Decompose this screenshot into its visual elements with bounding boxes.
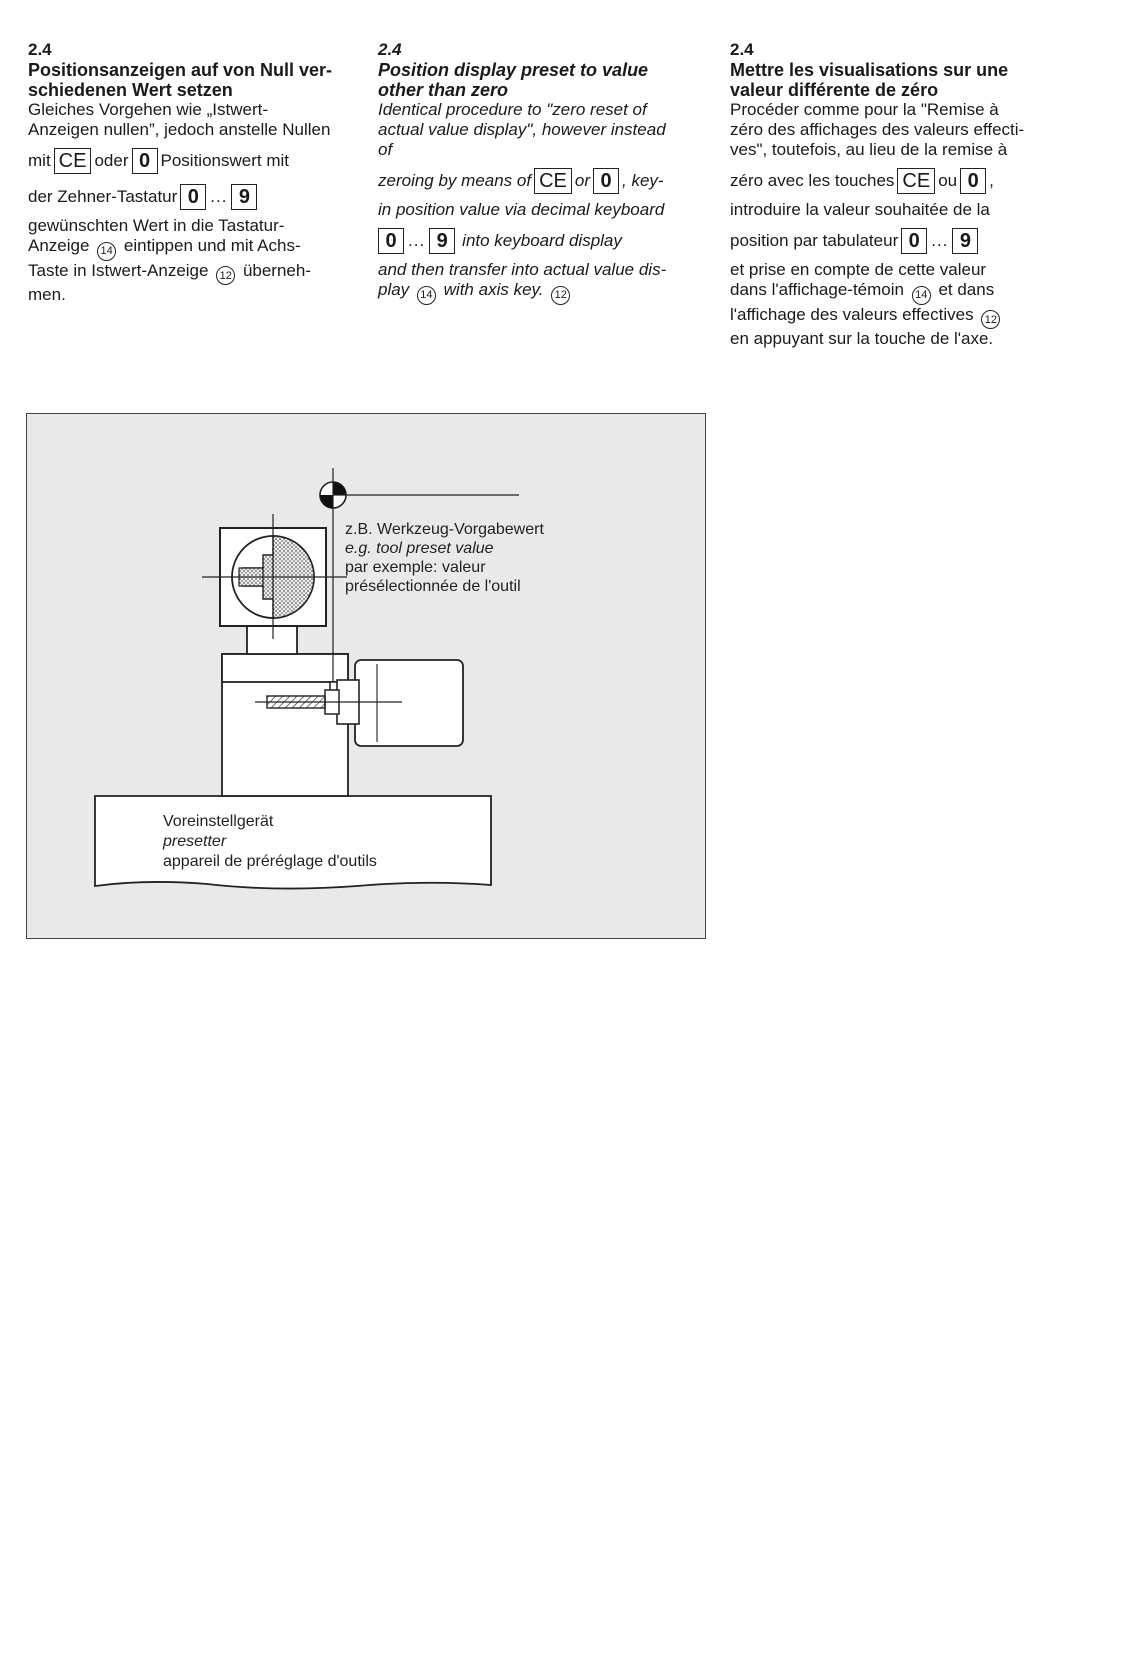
presetter-base <box>95 796 491 889</box>
nine-key: 9 <box>952 228 978 254</box>
section-title-line-2: valeur différente de zéro <box>730 80 939 100</box>
body-line: en appuyant sur la touche de l'axe. <box>730 329 994 348</box>
body-line: ves", toutefois, au lieu de la remise à <box>730 140 1008 159</box>
body-text: der Zehner-Tastatur <box>28 187 178 206</box>
nine-key: 9 <box>231 184 257 210</box>
zero-key: 0 <box>132 148 158 174</box>
body-line <box>730 280 1050 305</box>
ref-14-icon: 14 <box>912 286 931 305</box>
body-line <box>28 236 348 261</box>
body-text: Positionswert mit <box>160 151 289 170</box>
body-text: oder <box>94 151 129 170</box>
section-number: 2.4 <box>378 40 402 59</box>
neck <box>247 626 297 654</box>
body-line: Anzeigen nullen”, jedoch anstelle Nullen <box>28 120 331 139</box>
ellipsis: ... <box>931 231 949 250</box>
body-text: into keyboard display <box>462 231 622 250</box>
section-title-line-2: schiedenen Wert setzen <box>28 80 233 100</box>
body-text: or <box>574 171 591 190</box>
callout-de: z.B. Werkzeug-Vorgabewert <box>345 521 544 538</box>
body-line: men. <box>28 285 66 304</box>
french-column <box>730 40 1050 349</box>
body-line <box>28 261 348 286</box>
ce-key: CE <box>54 148 92 174</box>
ref-14-icon: 14 <box>417 286 436 305</box>
body-line: zéro des affichages des valeurs effecti- <box>730 120 1025 139</box>
callout-en: e.g. tool preset value <box>345 540 494 557</box>
body-text: position par tabulateur <box>730 231 899 250</box>
base-label-de: Voreinstellgerät <box>163 813 274 830</box>
section-title-line-1: Positionsanzeigen auf von Null ver- <box>28 60 333 80</box>
body-line <box>378 280 698 305</box>
body-line: of <box>378 140 393 159</box>
body-text: zeroing by means of <box>378 171 532 190</box>
section-number: 2.4 <box>28 40 52 59</box>
body-line: actual value display", however instead <box>378 120 666 139</box>
key-row <box>28 182 348 212</box>
key-row <box>730 166 1050 196</box>
zero-key: 0 <box>901 228 927 254</box>
body-line: Identical procedure to "zero reset of <box>378 100 647 119</box>
body-text: , <box>989 171 994 190</box>
body-text: zéro avec les touches <box>730 171 895 190</box>
body-text: eintippen und mit Achs- <box>123 236 301 255</box>
body-line: in position value via decimal keyboard <box>378 200 665 219</box>
body-line <box>730 305 1050 330</box>
body-text: überneh- <box>242 260 311 280</box>
spindle-housing <box>355 660 463 746</box>
body-line: Procéder comme pour la "Remise à <box>730 100 999 119</box>
body-text: Anzeige <box>28 236 90 255</box>
body-text: l'affichage des valeurs effectives <box>730 304 974 324</box>
ellipsis: ... <box>408 231 426 250</box>
section-title-line-2: other than zero <box>378 80 509 100</box>
callout-fr-1: par exemple: valeur <box>345 559 486 576</box>
body-line: et prise en compte de cette valeur <box>730 260 987 279</box>
callout-fr-2: présélectionnée de l'outil <box>345 578 521 595</box>
reference-quadrant <box>320 495 333 508</box>
key-row <box>730 226 1050 256</box>
ce-key: CE <box>534 168 572 194</box>
body-text: with axis key. <box>443 280 544 299</box>
zero-key: 0 <box>378 228 404 254</box>
body-text: dans l'affichage-témoin <box>730 280 904 299</box>
ellipsis: ... <box>210 187 228 206</box>
english-column <box>378 40 698 305</box>
section-number: 2.4 <box>730 40 754 59</box>
body-line: and then transfer into actual value dis- <box>378 260 667 279</box>
key-row <box>378 226 698 256</box>
key-row <box>28 146 348 176</box>
nine-key: 9 <box>429 228 455 254</box>
base-label-fr: appareil de préréglage d'outils <box>163 853 377 870</box>
section-title-line-1: Position display preset to value <box>378 60 649 80</box>
ref-12-icon: 12 <box>216 266 235 285</box>
key-row <box>378 166 698 196</box>
german-column <box>28 40 348 305</box>
zero-key: 0 <box>960 168 986 194</box>
body-text: , key- <box>622 171 664 190</box>
body-text: et dans <box>938 280 995 299</box>
ref-12-icon: 12 <box>981 310 1000 329</box>
body-text: Taste in Istwert-Anzeige <box>28 260 209 280</box>
section-title-line-1: Mettre les visualisations sur une <box>730 60 1009 80</box>
upper-bar <box>222 654 348 682</box>
reference-quadrant <box>333 482 346 495</box>
ref-14-icon: 14 <box>97 242 116 261</box>
zero-key: 0 <box>593 168 619 194</box>
base-label-en: presetter <box>163 833 227 850</box>
body-line: Gleiches Vorgehen wie „Istwert- <box>28 100 268 119</box>
body-text: ou <box>938 171 958 190</box>
body-line: introduire la valeur souhaitée de la <box>730 200 990 219</box>
ce-key: CE <box>897 168 935 194</box>
zero-key: 0 <box>180 184 206 210</box>
body-line: gewünschten Wert in die Tastatur- <box>28 216 285 235</box>
body-text: play <box>378 280 410 299</box>
presetter-figure <box>26 413 706 939</box>
ref-12-icon: 12 <box>551 286 570 305</box>
body-text: mit <box>28 151 51 170</box>
